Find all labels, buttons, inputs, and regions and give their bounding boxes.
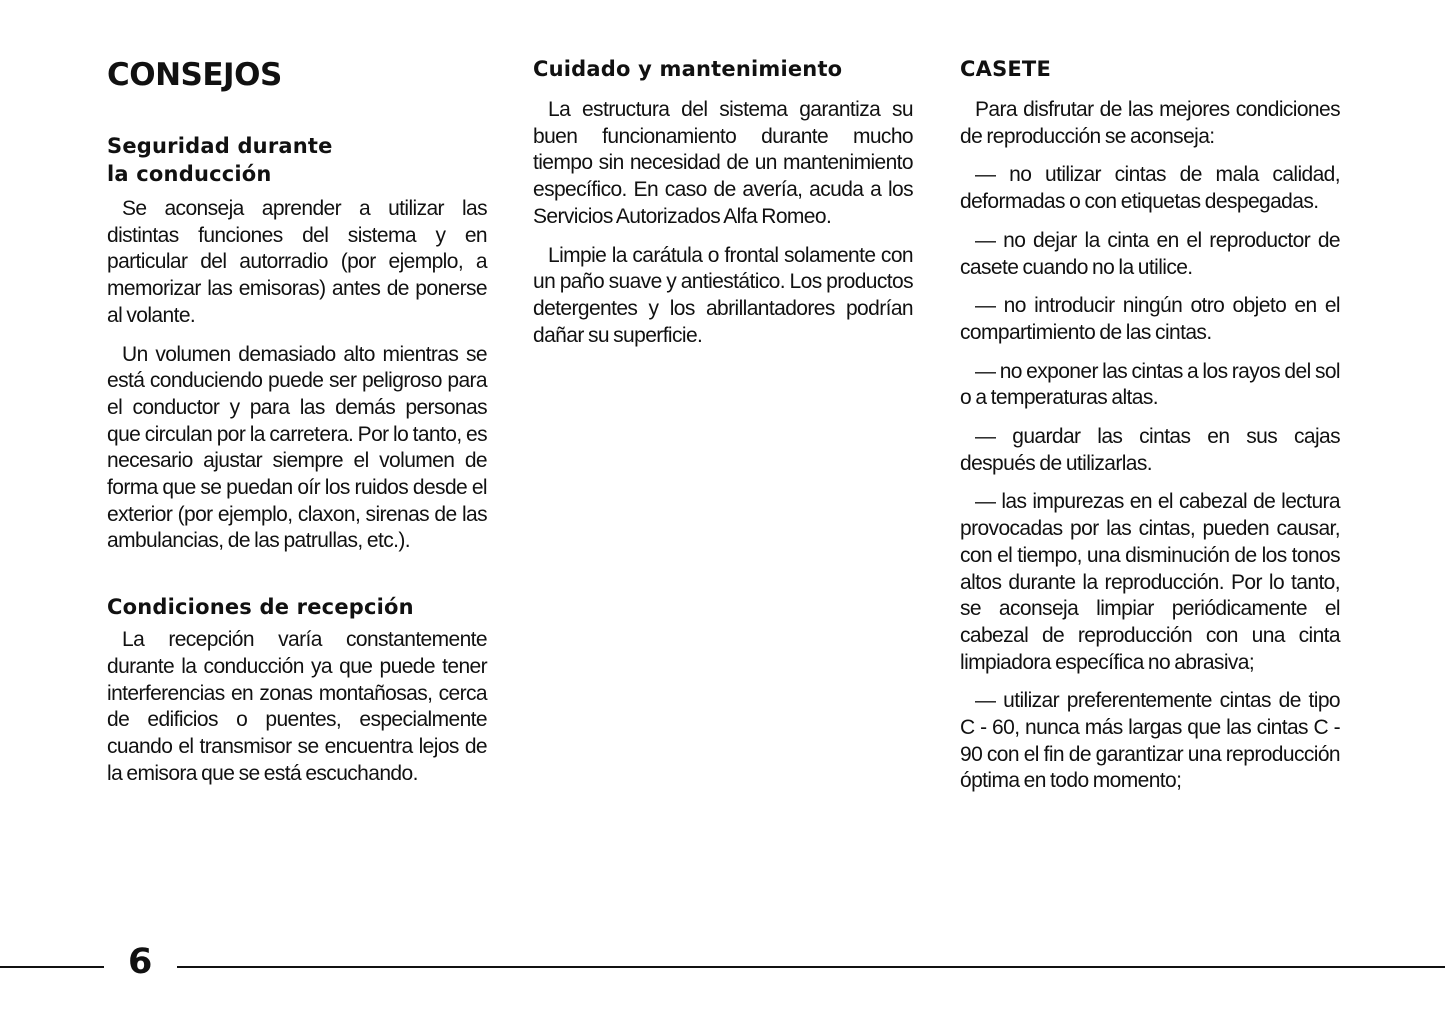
cassette-item: — utilizar preferentemente cintas de tipo C - 60, nunca más largas que las cintas C - 90 con el fin de garantizar una reproducción óptima en todo momento;	[960, 689, 1340, 793]
page-title: CONSEJOS	[107, 57, 282, 93]
cassette-item: — no dejar la cinta en el reproductor de casete cuando no la utilice.	[960, 228, 1340, 279]
column-middle	[533, 50, 913, 349]
cassette-item: — no introducir ningún otro objeto en el compartimiento de las cintas.	[960, 294, 1340, 344]
section-heading-cassette: CASETE	[960, 57, 1052, 81]
care-paragraph-2: Limpie la carátula o frontal solamente con un paño suave y antiestático. Los productos detergentes y los abrillantadores podrían dañar su superficie.	[533, 243, 913, 347]
footer-rule-right	[177, 966, 1445, 968]
cassette-intro: Para disfrutar de las mejores condiciones de reproducción se aconseja:	[960, 98, 1340, 148]
reception-paragraph: La recepción varía constantemente durante la conducción ya que puede tener interferencias en zonas montañosas, cerca de edificios o puentes, especialmente cuando el transmisor se encuentra lejos de la emisora que se está escuchando.	[107, 628, 487, 785]
cassette-item: — no utilizar cintas de mala calidad, deformadas o con etiquetas despegadas.	[960, 163, 1340, 214]
page-number: 6	[128, 942, 153, 982]
cassette-item: — las impurezas en el cabezal de lectura provocadas por las cintas, pueden causar, con el tiempo, una disminución de los tonos altos durante la reproducción. Por lo tanto, se aconseja limpiar periódicamente el cabezal de reproducción con una cinta limpiadora específica no abrasiva;	[960, 490, 1340, 674]
section-heading-safety-line2: la conducción	[107, 162, 272, 186]
column-right	[960, 50, 1340, 795]
care-paragraph-1: La estructura del sistema garantiza su buen funcionamiento durante mucho tiempo sin necesidad de un mantenimiento específico. En caso de avería, acuda a los Servicios Autorizados Alfa Romeo.	[533, 98, 913, 228]
safety-paragraph-1: Se aconseja aprender a utilizar las distintas funciones del sistema y en particular del autorradio (por ejemplo, a memorizar las emisoras) antes de ponerse al volante.	[107, 197, 487, 327]
section-heading-care: Cuidado y mantenimiento	[533, 57, 843, 81]
cassette-item: — guardar las cintas en sus cajas después de utilizarlas.	[960, 425, 1340, 475]
cassette-item: — no exponer las cintas a los rayos del sol o a temperaturas altas.	[960, 359, 1340, 410]
footer-rule-left	[0, 966, 104, 968]
safety-paragraph-2: Un volumen demasiado alto mientras se está conduciendo puede ser peligroso para el conductor y para las demás personas que circulan por la carretera. Por lo tanto, es necesario ajustar siempre el volumen de forma que se puedan oír los ruidos desde el exterior (por ejemplo, claxon, sirenas de las ambulancias, de las patrullas, etc.).	[107, 342, 487, 553]
section-heading-reception: Condiciones de recepción	[107, 595, 414, 620]
section-heading-safety-line1: Seguridad durante	[107, 134, 333, 158]
column-left	[107, 50, 487, 787]
